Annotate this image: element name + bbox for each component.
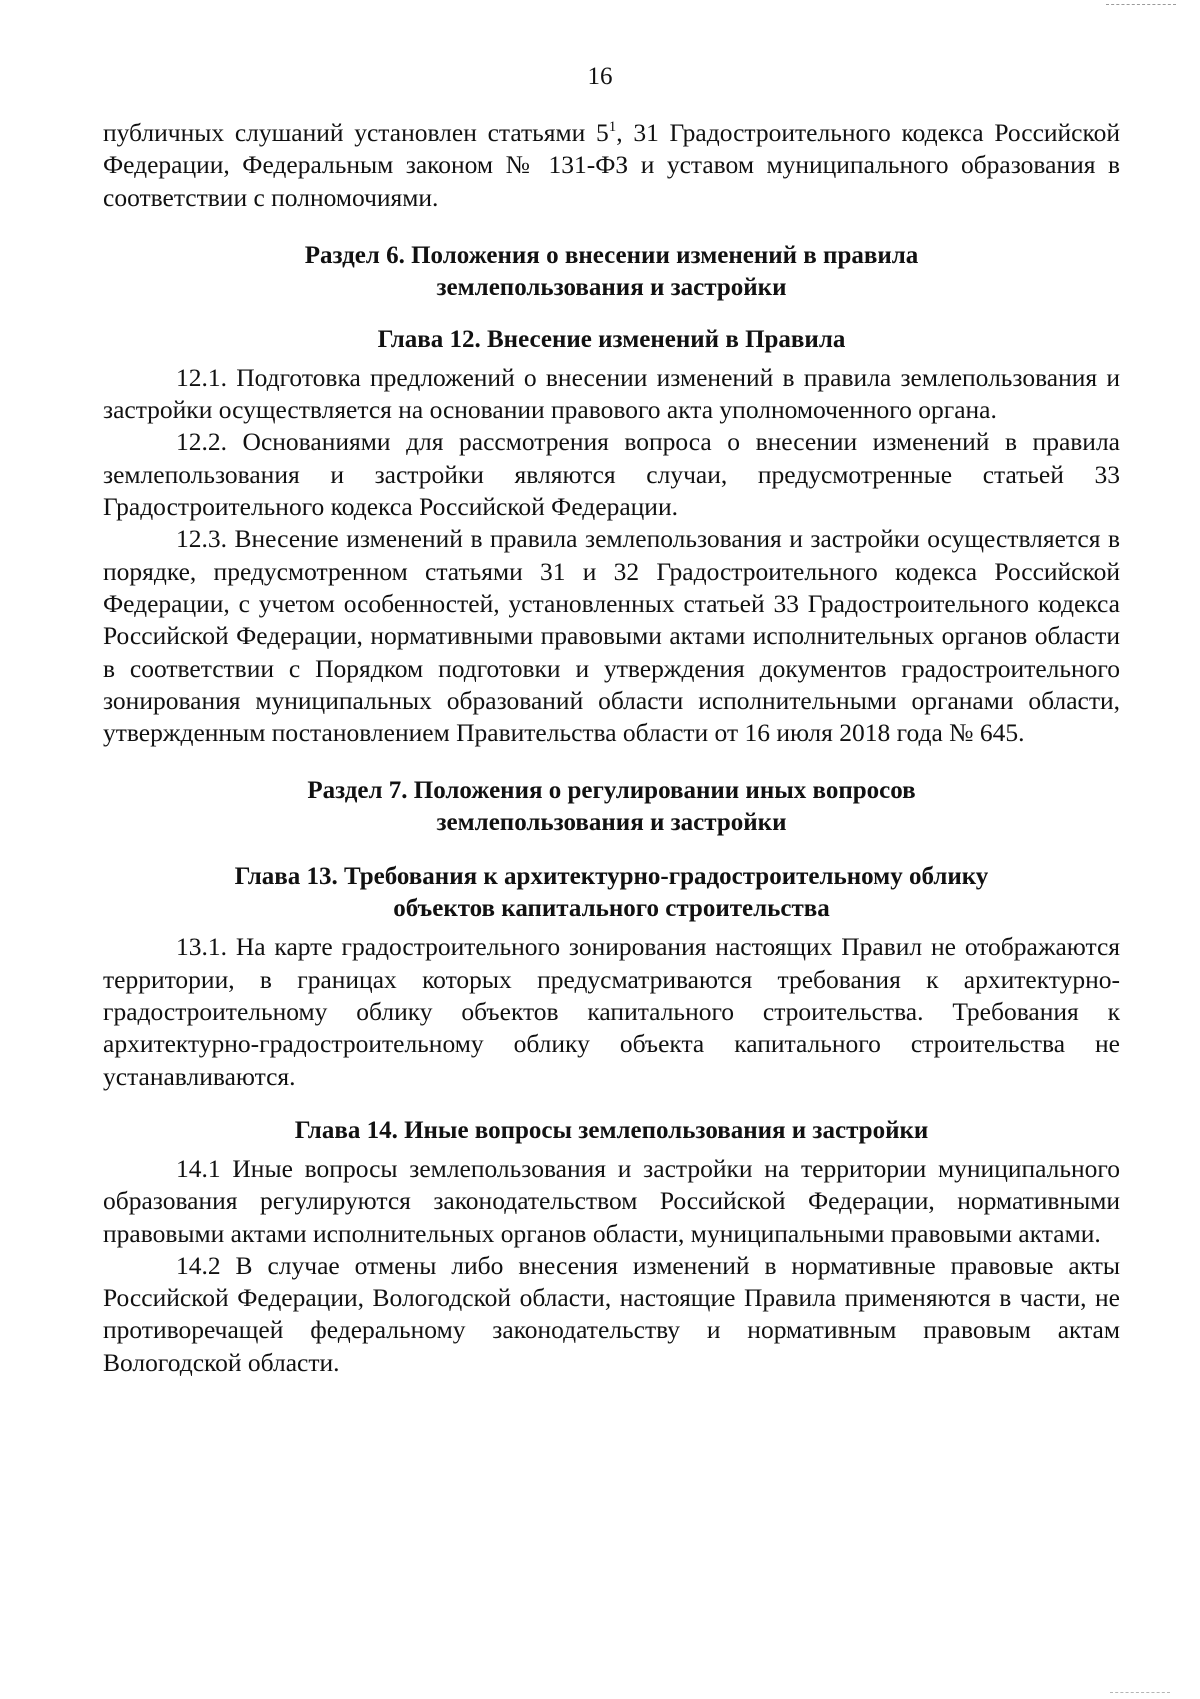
chapter-12-title: Глава 12. Внесение изменений в Правила bbox=[377, 325, 846, 353]
intro-superscript: 1 bbox=[608, 119, 617, 135]
section-6-heading bbox=[103, 240, 1120, 304]
section-7-heading-line-2: землепользования и застройки bbox=[436, 809, 787, 837]
scan-edge-mark-bottom bbox=[1110, 1692, 1170, 1699]
chapter-12-heading bbox=[103, 324, 1120, 356]
paragraph-12-1: 12.1. Подготовка предложений о внесении изменений в правила землепользования и застройки осуществляется на основании правового акта уполномоченного органа. bbox=[103, 362, 1120, 425]
intro-text: публичных слушаний установлен статьями 5 bbox=[103, 118, 609, 147]
section-7-heading-line-1: Раздел 7. Положения о регулировании иных вопросов bbox=[307, 777, 916, 805]
chapter-13-heading-line-1: Глава 13. Требования к архитектурно-градостроительному облику bbox=[234, 863, 989, 891]
chapter-14-title: Глава 14. Иные вопросы землепользования и застройки bbox=[294, 1116, 929, 1144]
chapter-13-heading-line-2: объектов капитального строительства bbox=[393, 895, 830, 923]
intro-text-continued: , 31 Градостроительного кодекса Российской Федерации, Федеральным законом № 131-ФЗ и уставом муниципального образования в соответствии с полномочиями. bbox=[103, 118, 1120, 212]
section-6-heading-line-2: землепользования и застройки bbox=[436, 273, 787, 301]
section-7-heading bbox=[103, 775, 1120, 839]
chapter-14-heading bbox=[103, 1115, 1120, 1147]
section-6-heading-line-1: Раздел 6. Положения о внесении изменений в правила bbox=[304, 241, 919, 269]
document-body bbox=[103, 117, 1120, 1379]
paragraph-12-2: 12.2. Основаниями для рассмотрения вопроса о внесении изменений в правила землепользования и застройки являются случаи, предусмотренные статьей 33 Градостроительного кодекса Российской Федерации. bbox=[103, 427, 1120, 522]
paragraph-13-1: 13.1. На карте градостроительного зонирования настоящих Правил не отображаются территории, в границах которых предусматриваются требования к архитектурно-градостроительному облику объектов капитального строительства. Требования к архитектурно-градостроительному облику объекта капитального строительства не устанавливаются. bbox=[103, 932, 1120, 1091]
paragraph-14-1: 14.1 Иные вопросы землепользования и застройки на территории муниципального образования регулируются законодательством Российской Федерации, нормативными правовыми актами исполнительных органов области, муниципальными правовыми актами. bbox=[103, 1153, 1120, 1248]
paragraph-12-3: 12.3. Внесение изменений в правила землепользования и застройки осуществляется в порядке, предусмотренном статьями 31 и 32 Градостроительного кодекса Российской Федерации, с учетом особенностей, установленных статьей 33 Градостроительного кодекса Российской Федерации, нормативными правовыми актами исполнительных органов области в соответствии с Порядком подготовки и утверждения документов градостроительного зонирования муниципальных образований области исполнительными органами области, утвержденным постановлением Правительства области от 16 июля 2018 года № 645. bbox=[103, 524, 1120, 748]
scan-edge-mark bbox=[1106, 0, 1176, 5]
chapter-13-heading bbox=[103, 861, 1120, 925]
intro-paragraph bbox=[103, 117, 1120, 214]
paragraph-14-2: 14.2 В случае отмены либо внесения изменений в нормативные правовые акты Российской Федерации, Вологодской области, настоящие Правила применяются в части, не противоречащей федеральному законодательству и нормативным правовым актам Вологодской области. bbox=[103, 1250, 1120, 1377]
page-number: 16 bbox=[587, 63, 613, 90]
